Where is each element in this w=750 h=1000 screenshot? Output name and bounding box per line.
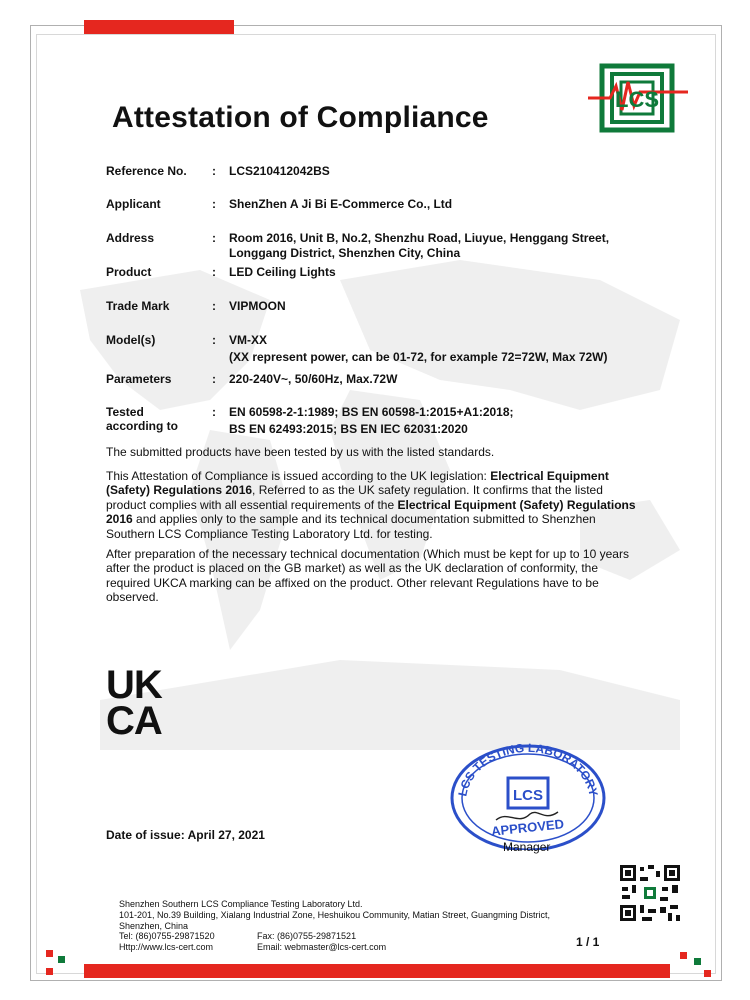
field-label: Parameters (106, 372, 172, 386)
field-value: VIPMOON (229, 299, 286, 313)
ukca-mark (106, 663, 182, 743)
page-number: 1 / 1 (576, 935, 600, 949)
corner-square (46, 968, 53, 975)
field-value: ShenZhen A Ji Bi E-Commerce Co., Ltd (229, 197, 453, 211)
bottom-red-bar (84, 964, 670, 978)
field-colon: : (212, 164, 216, 178)
footer-fax: Fax: (86)0755-29871521 (257, 931, 357, 941)
footer-address-line-1: 101-201, No.39 Building, Xialang Industrial Zone, Heshuikou Community, Matian Street, Guangming District, (119, 910, 551, 920)
corner-square (680, 952, 687, 959)
paragraph-tested: The submitted products have been tested by us with the listed standards. (106, 445, 495, 459)
field-colon: : (212, 197, 216, 211)
regulation-name: Electrical Equipment (Safety) Regulations 2016 (106, 469, 609, 498)
top-red-bar (84, 20, 234, 34)
field-label: Address (106, 231, 155, 245)
stamp-center-text: LCS (513, 787, 543, 804)
document-title: Attestation of Compliance (112, 101, 489, 134)
qr-code-icon (618, 863, 682, 923)
ukca-line-2: CA (106, 699, 162, 743)
field-colon: : (212, 299, 216, 313)
field-label: Reference No. (106, 164, 187, 178)
field-colon: : (212, 405, 216, 419)
field-value: 220-240V~, 50/60Hz, Max.72W (229, 372, 398, 386)
field-value-note: (XX represent power, can be 01-72, for example 72=72W, Max 72W) (229, 350, 608, 364)
field-colon: : (212, 372, 216, 386)
footer-company: Shenzhen Southern LCS Compliance Testing Laboratory Ltd. (119, 899, 363, 909)
stamp-top-textpath: LCS TESTING LABORATORY (455, 740, 601, 798)
para-text: and applies only to the sample and its technical documentation submitted to Shenzhen Southern LCS Compliance Testing Laboratory Ltd. for testing. (106, 512, 596, 541)
corner-square (46, 950, 53, 957)
approval-stamp (448, 740, 608, 850)
field-value: Room 2016, Unit B, No.2, Shenzhu Road, Liuyue, Henggang Street, Longgang District, Shenzhen City, China (229, 231, 610, 260)
logo-text: LCS (615, 87, 659, 112)
field-label: Trade Mark (106, 299, 170, 313)
field-label-line2: according to (106, 419, 179, 433)
ukca-line-1: UK (106, 663, 162, 707)
paragraph-documentation: After preparation of the necessary technical documentation (Which must be kept for up to 10 years after the product is placed on the GB market) as well as the UK declaration of conformity, the required UKCA marking can be affixed on the product. Other relevant Regulations have to be observed. (106, 547, 629, 605)
footer-address-line-2: Shenzhen, China (119, 921, 189, 931)
field-label: Model(s) (106, 333, 156, 347)
field-label: Tested (106, 405, 144, 419)
manager-label: Manager (503, 840, 551, 854)
field-label: Applicant (106, 197, 161, 211)
corner-square (704, 970, 711, 977)
lcs-logo-icon (588, 62, 688, 134)
field-value-line2: BS EN 62493:2015; BS EN IEC 62031:2020 (229, 422, 468, 436)
stamp-bottom-text: APPROVED (490, 816, 565, 839)
field-colon: : (212, 231, 216, 245)
corner-square (58, 956, 65, 963)
footer-tel: Tel: (86)0755-29871520 (119, 931, 215, 941)
field-value: EN 60598-2-1:1989; BS EN 60598-1:2015+A1:2018; (229, 405, 514, 419)
paragraph-legislation (106, 469, 638, 541)
field-colon: : (212, 265, 216, 279)
footer-website: Http://www.lcs-cert.com (119, 942, 214, 952)
footer-email: Email: webmaster@lcs-cert.com (257, 942, 387, 952)
date-of-issue: Date of issue: April 27, 2021 (106, 828, 265, 842)
para-text: This Attestation of Compliance is issued according to the UK legislation: (106, 469, 491, 483)
regulation-name: Electrical Equipment (Safety) Regulations 2016 (106, 497, 636, 527)
field-value: LED Ceiling Lights (229, 265, 336, 279)
para-text: , Referred to as the UK safety regulation. It confirms that the listed product complies with all essential requirements of the (106, 483, 603, 512)
field-colon: : (212, 333, 216, 347)
corner-square (694, 958, 701, 965)
field-value: LCS210412042BS (229, 164, 330, 178)
field-value: VM-XX (229, 333, 268, 347)
field-label: Product (106, 265, 152, 279)
